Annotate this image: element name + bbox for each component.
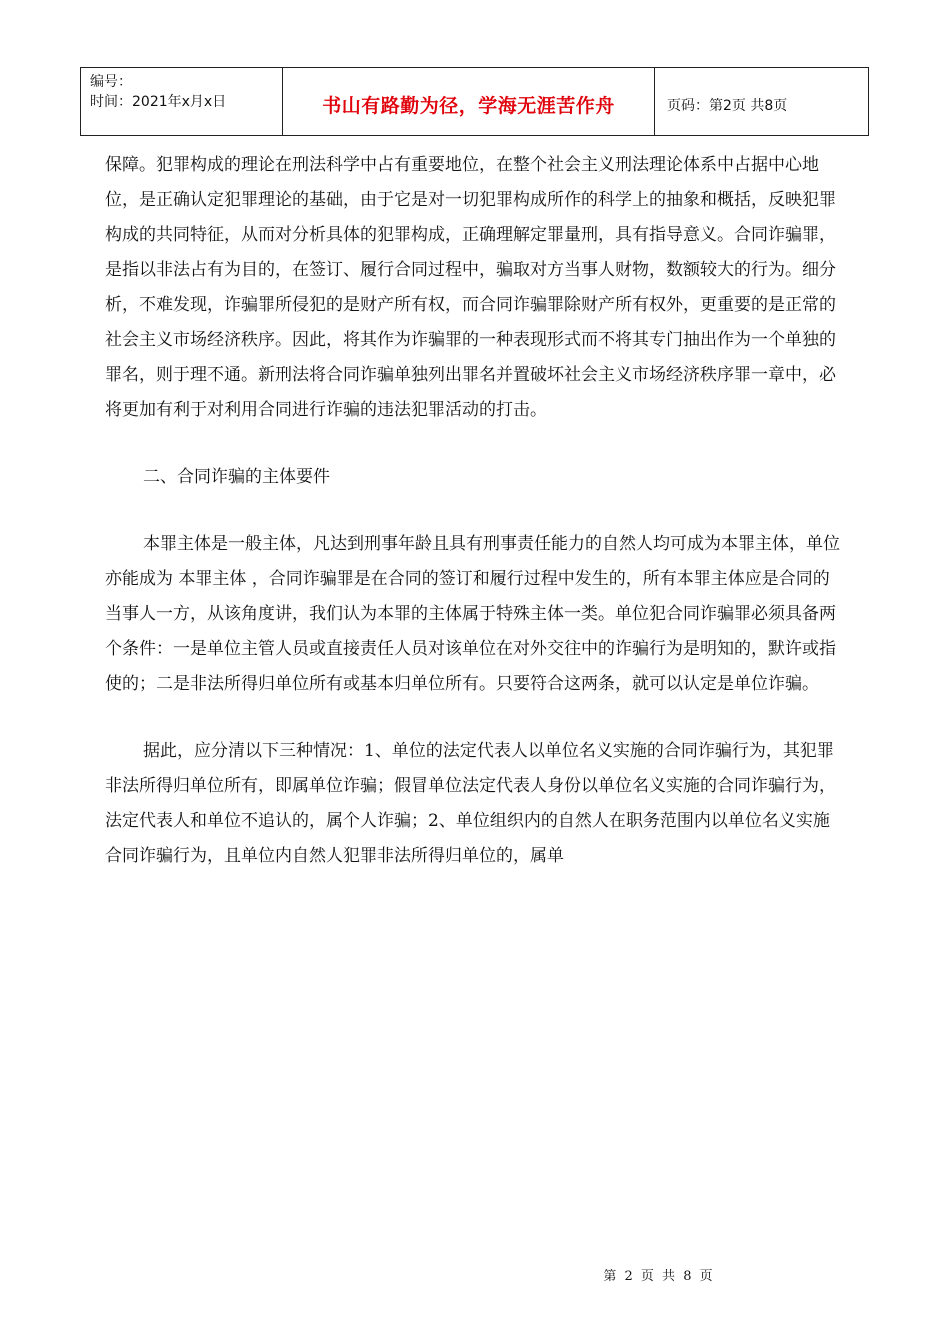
section-heading: 二、合同诈骗的主体要件 <box>143 467 330 487</box>
document-body <box>105 148 845 874</box>
paragraph-1: 保障。犯罪构成的理论在刑法科学中占有重要地位，在整个社会主义刑法理论体系中占据中心地位，是正确认定犯罪理论的基础，由于它是对一切犯罪构成所作的科学上的抽象和概括，反映犯罪构成的共同特征，从而对分析具体的犯罪构成，正确理解定罪量刑，具有指导意义。合同诈骗罪，是指以非法占有为目的，在签订、履行合同过程中，骗取对方当事人财物，数额较大的行为。细分析，不难发现，诈骗罪所侵犯的是财产所有权，而合同诈骗罪除财产所有权外，更重要的是正常的社会主义市场经济秩序。因此，将其作为诈骗罪的一种表现形式而不将其专门抽出作为一个单独的罪名，则于理不通。新刑法将合同诈骗单独列出罪名并置破坏社会主义市场经济秩序罪一章中，必将更加有利于对利用合同进行诈骗的违法犯罪活动的打击。 <box>105 155 836 420</box>
serial-label: 编号： <box>90 74 132 90</box>
header-page-code: 页码：第2页 共8页 <box>667 97 788 114</box>
page-footer: 第 2 页 共 8 页 <box>603 1269 715 1284</box>
header-motto: 书山有路勤为径，学海无涯苦作舟 <box>283 68 655 135</box>
paragraph-2: 本罪主体是一般主体，凡达到刑事年龄且具有刑事责任能力的自然人均可成为本罪主体，单位亦能成为 本罪主体 ，合同诈骗罪是在合同的签订和履行过程中发生的，所有本罪主体应是合同的当事人一方，从该角度讲，我们认为本罪的主体属于特殊主体一类。单位犯合同诈骗罪必须具备两个条件：一是单位主管人员或直接责任人员对该单位在对外交往中的诈骗行为是明知的，默许或指使的；二是非法所得归单位所有或基本归单位所有。只要符合这两条，就可以认定是单位诈骗。 <box>105 534 840 694</box>
page-header <box>80 67 869 136</box>
paragraph-3: 据此，应分清以下三种情况：1、单位的法定代表人以单位名义实施的合同诈骗行为，其犯罪非法所得归单位所有，即属单位诈骗；假冒单位法定代表人身份以单位名义实施的合同诈骗行为，法定代表人和单位不追认的，属个人诈骗；2、单位组织内的自然人在职务范围内以单位名义实施合同诈骗行为，且单位内自然人犯罪非法所得归单位的，属单 <box>105 741 836 866</box>
time-label: 时间：2021年x月x日 <box>90 94 227 110</box>
header-meta <box>81 68 283 135</box>
